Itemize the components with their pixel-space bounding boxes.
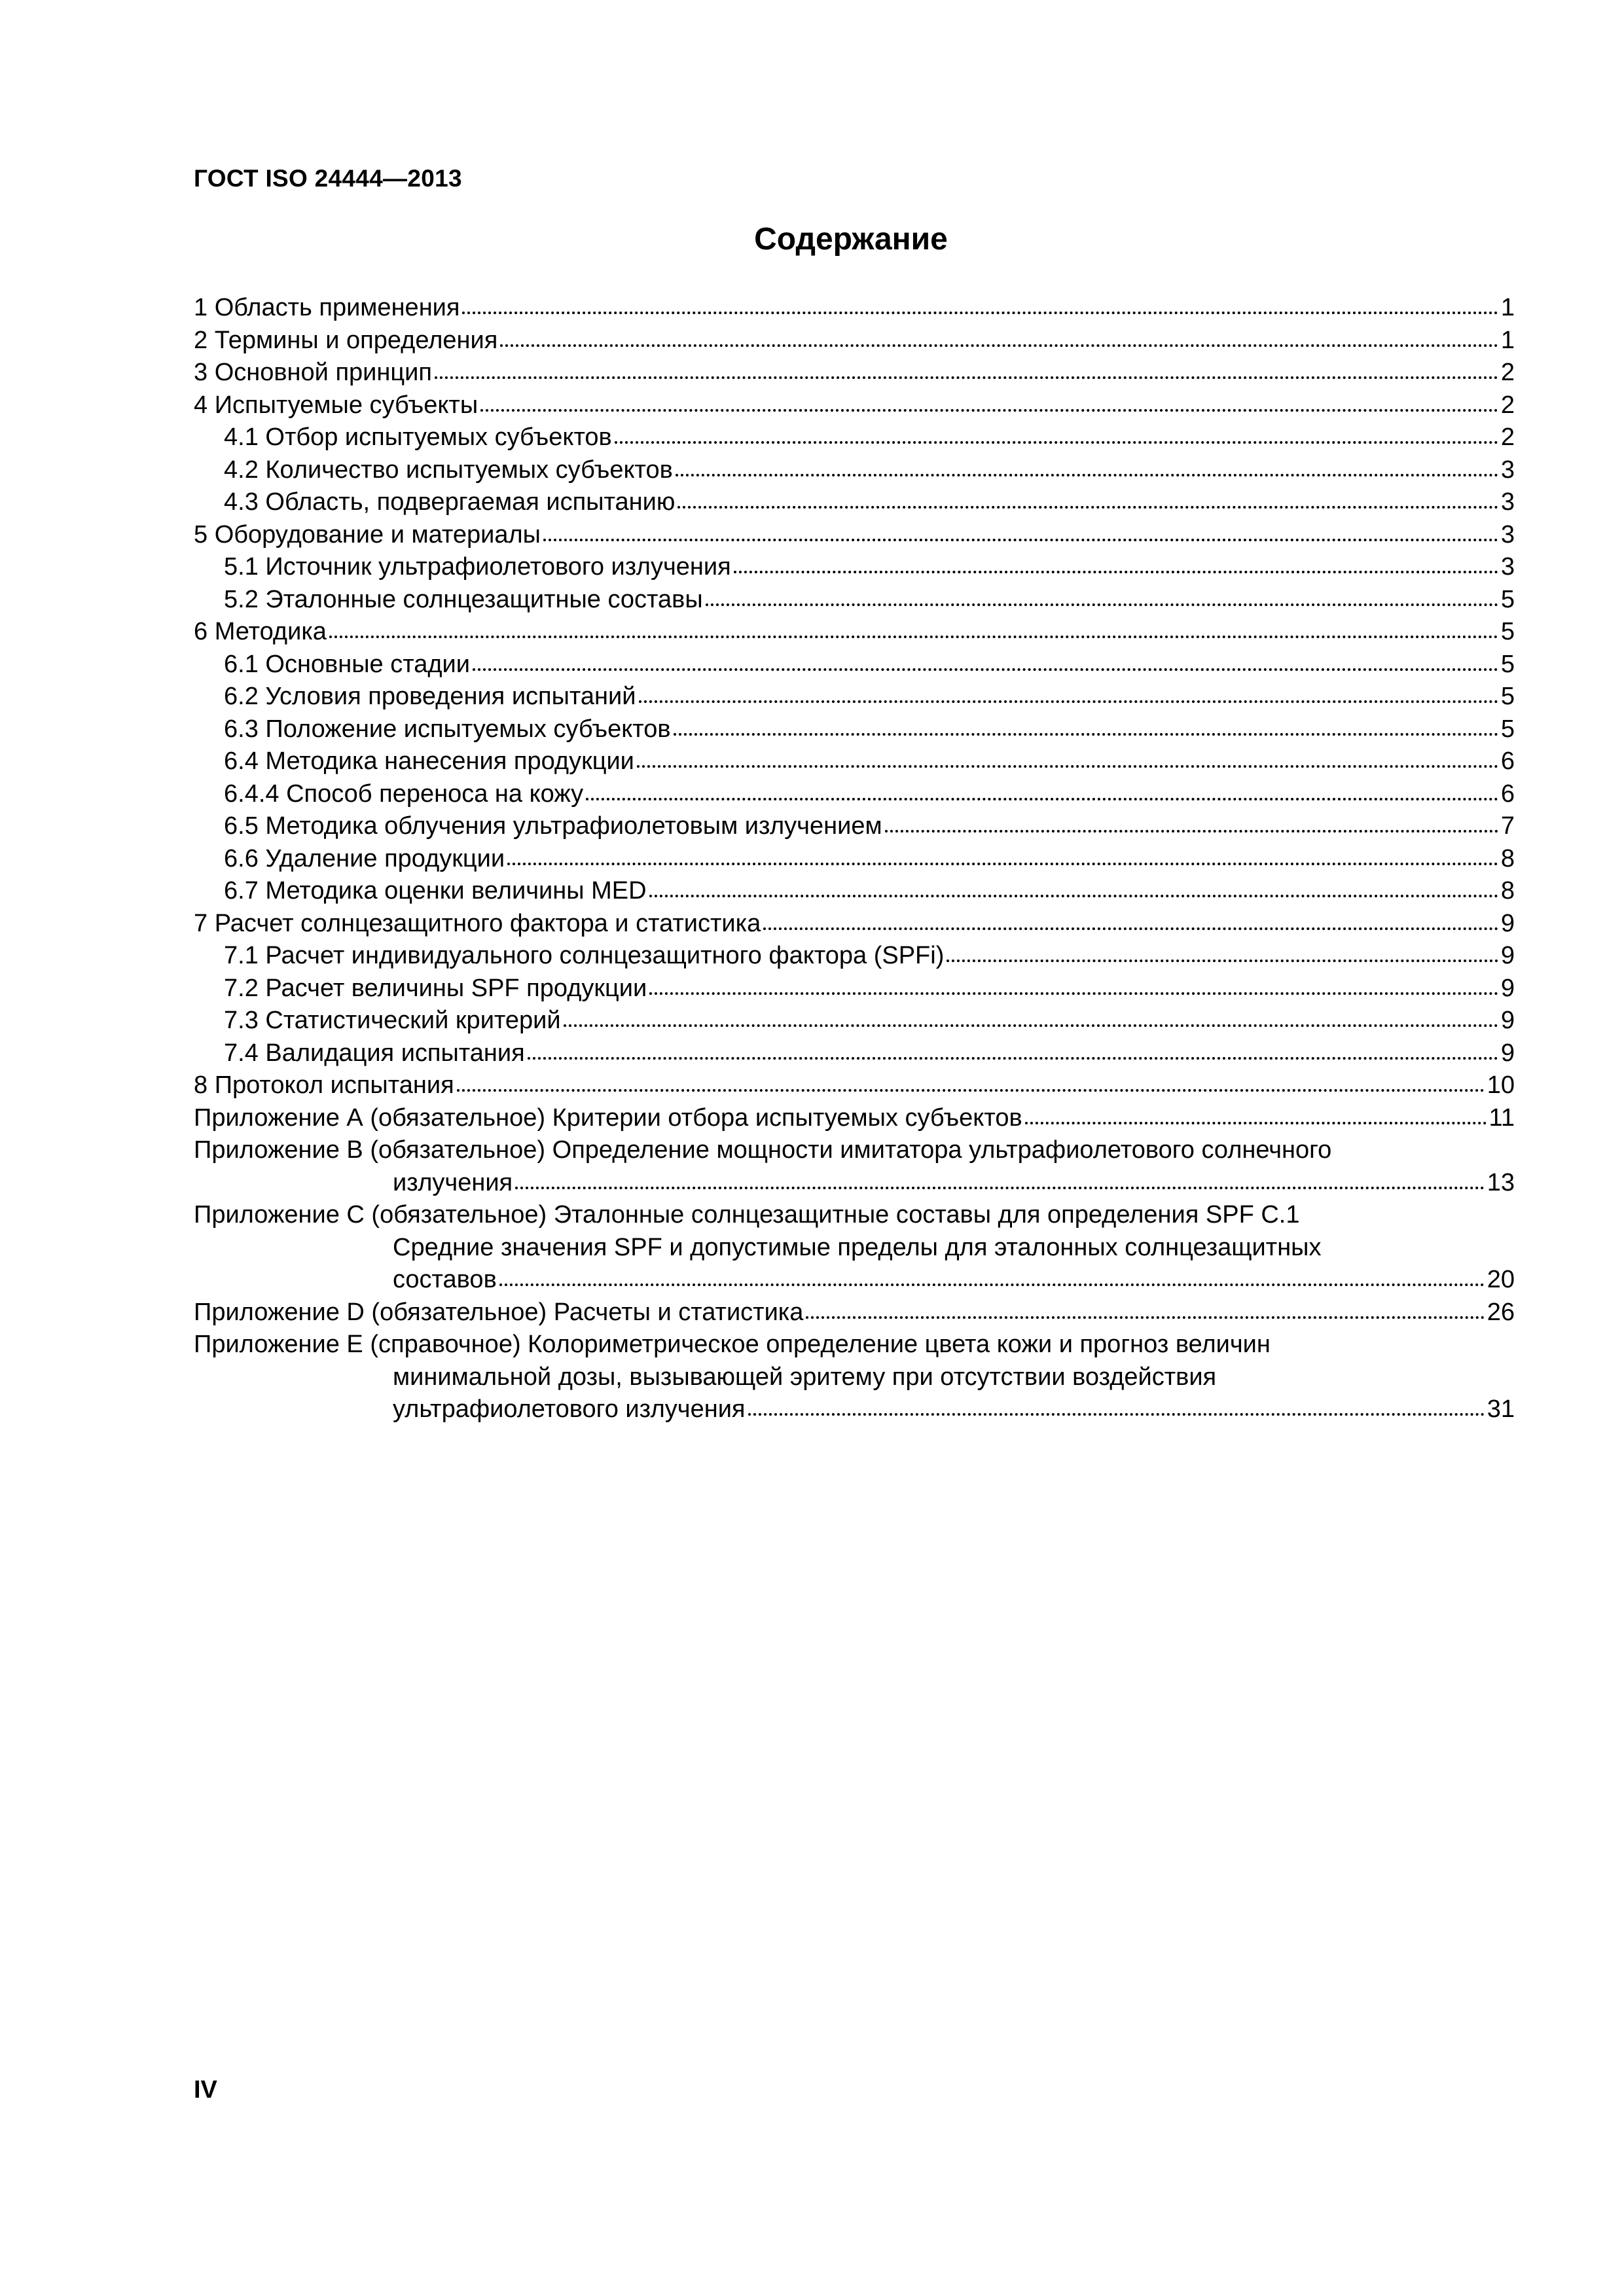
page-title: Содержание	[754, 222, 948, 257]
toc-entry-label-line: Приложение С (обязательное) Эталонные солнцезащитные составы для определения SPF C.1	[194, 1201, 1300, 1229]
dot-leader	[1025, 1122, 1487, 1124]
toc-page-number: 31	[1487, 1395, 1515, 1423]
toc-page-number: 9	[1500, 942, 1515, 969]
toc-page-number: 1	[1500, 326, 1515, 354]
toc-page-number: 5	[1500, 585, 1515, 613]
toc-entry[interactable]	[194, 778, 1515, 811]
toc-entry-label: 6.5 Методика облучения ультрафиолетовым излучением	[224, 812, 882, 840]
toc-entry[interactable]	[194, 292, 1515, 325]
toc-entry[interactable]	[194, 1199, 1515, 1297]
toc-page-number: 7	[1500, 812, 1515, 840]
toc-entry[interactable]	[194, 1102, 1515, 1135]
dot-leader	[806, 1316, 1484, 1319]
dot-leader	[329, 636, 1498, 638]
toc-entry-label: 6 Методика	[194, 618, 327, 645]
toc-entry-label: 6.2 Условия проведения испытаний	[224, 683, 636, 710]
dot-leader	[507, 863, 1498, 865]
dot-leader	[473, 668, 1498, 671]
toc-page-number: 13	[1487, 1168, 1515, 1196]
dot-leader	[564, 1024, 1498, 1027]
toc-entry[interactable]	[194, 713, 1515, 746]
toc-entry-label: 4.3 Область, подвергаемая испытанию	[224, 488, 676, 516]
toc-entry[interactable]	[194, 389, 1515, 422]
toc-page-number: 26	[1487, 1298, 1515, 1326]
toc-page-number: 9	[1500, 974, 1515, 1002]
dot-leader	[462, 312, 1498, 314]
dot-leader	[637, 765, 1498, 768]
toc-page-number: 9	[1500, 1007, 1515, 1034]
toc-entry[interactable]	[194, 810, 1515, 843]
dot-leader	[885, 830, 1498, 833]
toc-entry[interactable]	[194, 1005, 1515, 1037]
toc-entry[interactable]	[194, 940, 1515, 973]
toc-entry-label: 4.2 Количество испытуемых субъектов	[224, 456, 673, 484]
toc-page-number: 2	[1500, 391, 1515, 419]
dot-leader	[677, 506, 1498, 509]
toc-entry-label: 3 Основной принцип	[194, 359, 432, 386]
toc-entry-label-line: составов	[393, 1266, 497, 1293]
toc-entry[interactable]	[194, 843, 1515, 876]
dot-leader	[435, 376, 1498, 379]
toc-page-number: 6	[1500, 780, 1515, 808]
toc-page-number: 8	[1500, 877, 1515, 905]
toc-entry-label: 5 Оборудование и материалы	[194, 520, 541, 548]
toc-entry[interactable]	[194, 422, 1515, 454]
toc-entry-label: 7.2 Расчет величины SPF продукции	[224, 974, 647, 1002]
dot-leader	[480, 409, 1498, 412]
toc-entry[interactable]	[194, 681, 1515, 713]
table-of-contents	[194, 292, 1515, 1426]
toc-entry-label: 4 Испытуемые субъекты	[194, 391, 478, 419]
toc-entry[interactable]	[194, 1037, 1515, 1070]
toc-entry[interactable]	[194, 908, 1515, 941]
toc-page-number: 3	[1500, 520, 1515, 548]
dot-leader	[649, 992, 1498, 995]
dot-leader	[500, 344, 1498, 347]
toc-entry-label: 6.3 Положение испытуемых субъектов	[224, 715, 671, 743]
toc-entry-label: 7 Расчет солнцезащитного фактора и статистика	[194, 909, 761, 937]
dot-leader	[676, 474, 1498, 476]
toc-entry-label-line: Приложение В (обязательное) Определение мощности имитатора ультрафиолетового солнечного	[194, 1136, 1332, 1164]
toc-entry-label: 6.6 Удаление продукции	[224, 844, 505, 872]
dot-leader	[706, 603, 1498, 606]
toc-entry-label-line: минимальной дозы, вызывающей эритему при отсутствии воздействия	[393, 1363, 1217, 1391]
toc-entry-label: 6.1 Основные стадии	[224, 650, 470, 678]
dot-leader	[674, 733, 1498, 736]
toc-entry[interactable]	[194, 551, 1515, 584]
toc-entry-label-line: Приложение Е (справочное) Колориметрическое определение цвета кожи и прогноз величин	[194, 1331, 1271, 1358]
dot-leader	[515, 1187, 1485, 1189]
toc-entry[interactable]	[194, 1134, 1515, 1199]
dot-leader	[615, 441, 1498, 444]
toc-entry-label: 6.7 Методика оценки величины MED	[224, 877, 647, 905]
toc-entry-label: Приложение А (обязательное) Критерии отбора испытуемых субъектов	[194, 1103, 1022, 1132]
page-number: IV	[194, 2076, 217, 2104]
toc-page-number: 5	[1500, 683, 1515, 710]
toc-entry[interactable]	[194, 357, 1515, 389]
toc-page-number: 2	[1500, 359, 1515, 386]
toc-entry[interactable]	[194, 1069, 1515, 1102]
toc-entry-label: 7.4 Валидация испытания	[224, 1039, 525, 1067]
toc-entry[interactable]	[194, 973, 1515, 1005]
toc-entry-label: Приложение D (обязательное) Расчеты и статистика	[194, 1298, 804, 1326]
toc-page-number: 5	[1500, 618, 1515, 645]
toc-entry-label-line: излучения	[393, 1168, 513, 1196]
toc-entry-label-line: Средние значения SPF и допустимые пределы для эталонных солнцезащитных	[393, 1233, 1322, 1261]
toc-entry-label: 6.4.4 Способ переноса на кожу	[224, 780, 584, 808]
toc-entry-label: 1 Область применения	[194, 294, 460, 321]
toc-page-number: 3	[1500, 456, 1515, 484]
toc-entry-label: 7.1 Расчет индивидуального солнцезащитного фактора (SPFi)	[224, 942, 945, 969]
toc-page-number: 9	[1500, 1039, 1515, 1067]
toc-entry-label-line: ультрафиолетового излучения	[393, 1395, 746, 1423]
toc-page-number: 6	[1500, 747, 1515, 775]
toc-page-number: 3	[1500, 553, 1515, 581]
dot-leader	[748, 1413, 1485, 1416]
toc-entry-label: 8 Протокол испытания	[194, 1071, 454, 1099]
dot-leader	[457, 1089, 1485, 1092]
dot-leader	[649, 895, 1498, 897]
toc-entry-label: 5.2 Эталонные солнцезащитные составы	[224, 585, 703, 613]
toc-entry-label: 6.4 Методика нанесения продукции	[224, 747, 634, 775]
toc-page-number: 8	[1500, 844, 1515, 872]
toc-page-number: 9	[1500, 909, 1515, 937]
toc-entry-label: 4.1 Отбор испытуемых субъектов	[224, 423, 612, 451]
dot-leader	[763, 927, 1498, 930]
toc-entry-label: 2 Термины и определения	[194, 326, 498, 354]
dot-leader	[543, 539, 1498, 541]
toc-page-number: 5	[1500, 650, 1515, 678]
toc-page-number: 20	[1487, 1266, 1515, 1293]
toc-page-number: 10	[1487, 1071, 1515, 1099]
toc-entry[interactable]	[194, 454, 1515, 487]
dot-leader	[528, 1057, 1498, 1060]
toc-page-number: 5	[1500, 715, 1515, 743]
toc-page-number: 1	[1500, 294, 1515, 321]
toc-page-number: 2	[1500, 423, 1515, 451]
toc-entry[interactable]	[194, 616, 1515, 649]
toc-entry[interactable]	[194, 584, 1515, 617]
document-code: ГОСТ ISO 24444—2013	[194, 165, 462, 192]
toc-entry[interactable]	[194, 875, 1515, 908]
toc-entry[interactable]	[194, 486, 1515, 519]
toc-entry[interactable]	[194, 519, 1515, 552]
toc-entry[interactable]	[194, 325, 1515, 357]
toc-entry[interactable]	[194, 1329, 1515, 1426]
toc-entry-label: 7.3 Статистический критерий	[224, 1007, 561, 1034]
toc-entry-label: 5.1 Источник ультрафиолетового излучения	[224, 553, 731, 581]
dot-leader	[947, 960, 1498, 962]
toc-entry[interactable]	[194, 1297, 1515, 1329]
dot-leader	[639, 700, 1498, 703]
toc-entry[interactable]	[194, 745, 1515, 778]
dot-leader	[586, 798, 1498, 800]
dot-leader	[734, 571, 1498, 573]
toc-page-number: 3	[1500, 488, 1515, 516]
dot-leader	[499, 1283, 1485, 1286]
toc-page-number: 11	[1489, 1103, 1515, 1132]
toc-entry[interactable]	[194, 649, 1515, 681]
